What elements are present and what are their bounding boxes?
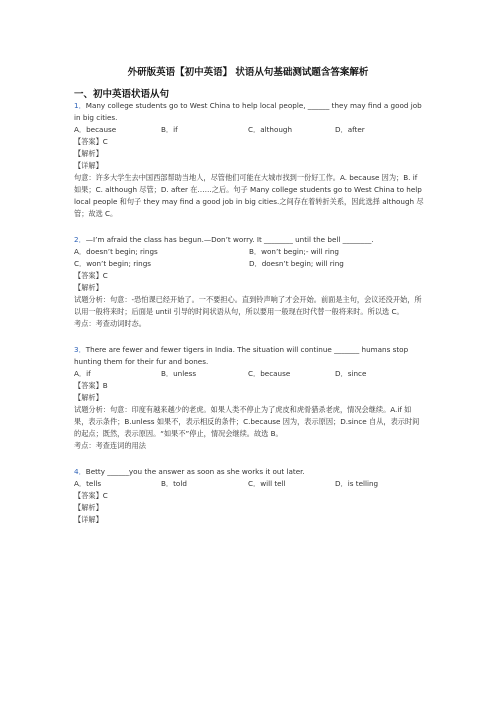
analysis-label: 【解析】 <box>74 393 103 402</box>
question-number: 3． <box>74 345 86 354</box>
explanation-text: 试题分析：句意：印度有越来越少的老虎。如果人类不停止为了虎皮和虎骨猎杀老虎，情况会继续。A.if 如果，表示条件；B.unless 如果不，表示相反的条件；C.because 因为，表示原因；D.since 自从，表示时间的起点；既然，表示原因。“如果不”停止，情况会继续。故选 B。 <box>74 405 420 438</box>
option-d: D．doesn’t begin; will ring <box>249 259 344 268</box>
option-b: B．won’t begin;- will ring <box>249 247 339 256</box>
question-number: 1． <box>74 101 86 110</box>
question-text: Many college students go to West China to help local people, ______ they may find a good job in big cities. <box>74 101 422 122</box>
option-c: C．because <box>248 369 291 378</box>
option-row <box>74 258 424 270</box>
analysis-label: 【解析】 <box>74 149 103 158</box>
question-number: 2． <box>74 235 86 244</box>
answer-line: 【答案】C <box>74 137 108 146</box>
option-row <box>74 478 424 490</box>
question-3 <box>74 344 424 452</box>
question-text: There are fewer and fewer tigers in India. The situation will continue _______ humans stop hunting them for their fur and bones. <box>74 345 409 366</box>
section-title: 一、初中英语状语从句 <box>74 89 170 100</box>
question-2 <box>74 234 424 330</box>
question-text: Betty ______you the answer as soon as she works it out later. <box>85 467 305 476</box>
answer-line: 【答案】C <box>74 271 108 280</box>
analysis-label: 【解析】 <box>74 283 103 292</box>
option-b: B．unless <box>161 369 197 378</box>
question-stem <box>74 344 424 368</box>
option-b: B．told <box>161 479 187 488</box>
option-c: C．will tell <box>248 479 286 488</box>
option-d: D．is telling <box>335 479 379 488</box>
note-text: 考点：考查动词时态。 <box>74 319 146 328</box>
option-c: C．although <box>248 125 293 134</box>
question-stem <box>74 466 424 478</box>
note-text: 考点：考查连词的用法 <box>74 441 146 450</box>
explanation-text: 句意：许多大学生去中国西部帮助当地人，尽管他们可能在大城市找到一份好工作。A. because 因为；B. if 如果；C. although 尽管；D. after 在……之后。句子 Many college students go to West China to help local people 和句子 they may find a good job in big cities.之间存在着转折关系，因此选择 although 尽管；故选 C。 <box>74 173 424 218</box>
question-4 <box>74 466 424 526</box>
question-stem <box>74 234 424 246</box>
option-a: A．tells <box>74 479 102 488</box>
page-title: 外研版英语【初中英语】 状语从句基础测试题含答案解析 <box>127 67 369 78</box>
option-d: D．after <box>335 125 365 134</box>
answer-line: 【答案】B <box>74 381 108 390</box>
analysis-label: 【解析】 <box>74 503 103 512</box>
option-b: B．if <box>161 125 178 134</box>
question-list <box>74 100 424 526</box>
option-row <box>74 246 424 258</box>
detail-label: 【详解】 <box>74 161 103 170</box>
option-a: A．if <box>74 369 91 378</box>
question-stem <box>74 100 424 124</box>
explanation-text: 试题分析：句意：-恐怕课已经开始了。一不要担心。直到铃声响了才会开始。前面是主句，会议还没开始，所以用一般将来时；后面是 until 引导的时间状语从句，所以要用一般现在时代替一般将来时。所以选 C。 <box>74 295 422 316</box>
option-a: A．doesn’t begin; rings <box>74 247 158 256</box>
question-text: —I’m afraid the class has begun.—Don’t worry. It ________ until the bell ________. <box>85 235 374 244</box>
question-number: 4． <box>74 467 86 476</box>
option-row <box>74 368 424 380</box>
answer-line: 【答案】C <box>74 491 108 500</box>
option-a: A．because <box>74 125 117 134</box>
option-c: C．won’t begin; rings <box>74 259 152 268</box>
detail-label: 【详解】 <box>74 515 103 524</box>
question-1 <box>74 100 424 220</box>
option-d: D．since <box>335 369 367 378</box>
option-row <box>74 124 424 136</box>
